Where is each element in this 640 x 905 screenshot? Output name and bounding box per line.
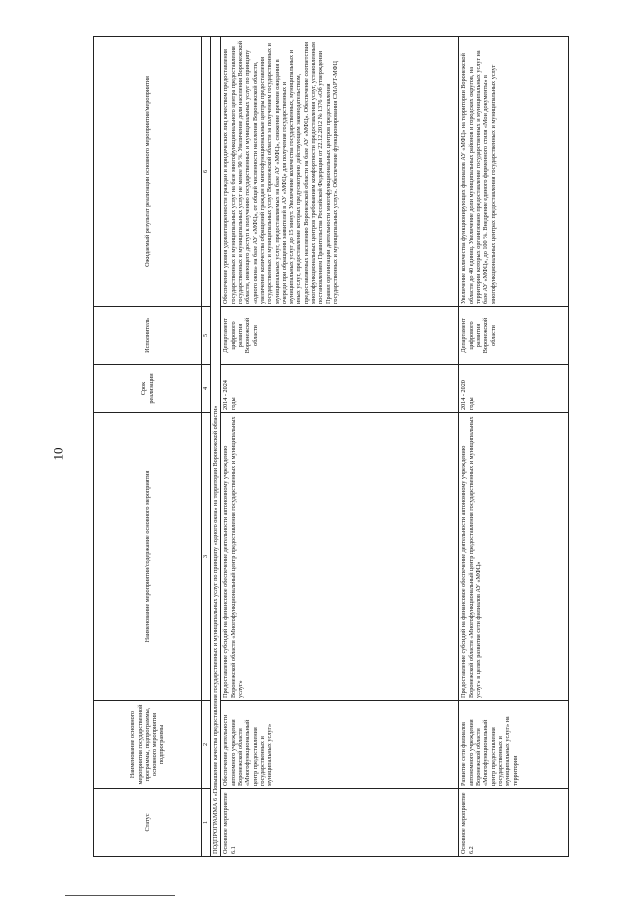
- header-result: Ожидаемый результат реализации основного мероприятия/мероприятия: [94, 37, 202, 307]
- header-content: Наименование мероприятия/содержание основного мероприятия: [94, 413, 202, 701]
- row-result: Увеличение количества функционирующих филиалов АУ «МФЦ» на территории Воронежской области до 40 единиц. Увеличение доли муниципальных районов и городских округов, на территории которых организовано предоставление государственных и муниципальных услуг на базе АУ «МФЦ», до 100 %. Внедрение единого фирменного стиля «Мои документы» в многофункциональных центрах предоставления государственных и муниципальных услуг: [459, 37, 569, 307]
- column-number: 5: [202, 307, 211, 365]
- subprogram-title: ПОДПРОГРАММА 6 «Повышение качества предоставления государственных и муниципальных услуг по принципу «одного окна» на территории Воронежской области»: [211, 37, 221, 857]
- row-status: Основное мероприятие 6.2: [459, 789, 569, 857]
- program-activities-table: [93, 36, 569, 857]
- table-row: [459, 37, 569, 857]
- header-row: [94, 37, 202, 857]
- row-period: 2014 - 2020 годы: [459, 365, 569, 413]
- row-content: Предоставление субсидий на финансовое обеспечение деятельности автономному учреждению Воронежской области «Многофункциональный центр предоставления государственных и муниципальных услуг»: [221, 413, 459, 701]
- column-number-row: [202, 37, 211, 857]
- column-number: 2: [202, 701, 211, 789]
- row-status: Основное мероприятие 6.1: [221, 789, 459, 857]
- column-number: 3: [202, 413, 211, 701]
- subprogram-row: [211, 37, 221, 857]
- row-executor: Департамент цифрового развития Воронежской области: [459, 307, 569, 365]
- row-name: Развитие сети филиалов автономного учреждения Воронежской области «Многофункциональный центр предоставления государственных и муниципальных услуг» на территории: [459, 701, 569, 789]
- row-executor: Департамент цифрового развития Воронежской области: [221, 307, 459, 365]
- table-row: [221, 37, 459, 857]
- footer-rule: [65, 895, 175, 896]
- row-result: Обеспечение уровня удовлетворенности граждан и юридических лиц качеством предоставления государственных и муниципальных услуг на базе многофункционального центра предоставления государственных и муниципальных услуг не менее 90 %. Увеличение доли населения Воронежской области, имеющего доступ к получению государственных и муниципальных услуг по принципу «одного окна» на базе АУ «МФЦ», от общей численности населения Воронежской области, увеличение количества обращений граждан в многофункциональные центры предоставления государственных и муниципальных услуг Воронежской области за получением государственных и муниципальных услуг, предоставляемых на базе АУ «МФЦ», снижение времени ожидания в очереди при обращении заявителей в АУ «МФЦ» для получения государственных и муниципальных услуг до 15 минут. Увеличение количества государственных, муниципальных и иных услуг, предоставление которых предусмотрено действующим законодательством, предоставляемых населению Воронежской области на базе АУ «МФЦ». Обеспечение соответствия многофункциональных центров требованиям комфортности предоставления услуг, установленным постановлением Правительства Российской Федерации от 22.12.2012 № 1376 «Об утверждении Правил организации деятельности многофункциональных центров предоставления государственных и муниципальных услуг». Обеспечение функционирования СМАРТ-МФЦ: [221, 37, 459, 307]
- header-executor: Исполнитель: [94, 307, 202, 365]
- column-number: 1: [202, 789, 211, 857]
- row-name: Обеспечение деятельности автономного учреждения Воронежской области «Многофункциональный центр предоставления государственных и муниципальных услуг»: [221, 701, 459, 789]
- header-period: Срок реализации: [94, 365, 202, 413]
- page-number: 10: [50, 447, 66, 461]
- column-number: 4: [202, 365, 211, 413]
- row-content: Предоставление субсидий на финансовое обеспечение деятельности автономному учреждению Воронежской области «Многофункциональный центр предоставления государственных и муниципальных услуг» в целях развития сети филиалов АУ «МФЦ»: [459, 413, 569, 701]
- row-period: 2014 - 2024 годы: [221, 365, 459, 413]
- column-number: 6: [202, 37, 211, 307]
- header-status: Статус: [94, 789, 202, 857]
- header-name: Наименование основного мероприятия государственной программы, подпрограммы, основного мероприятия подпрограммы: [94, 701, 202, 789]
- rotated-table-area: [93, 37, 567, 857]
